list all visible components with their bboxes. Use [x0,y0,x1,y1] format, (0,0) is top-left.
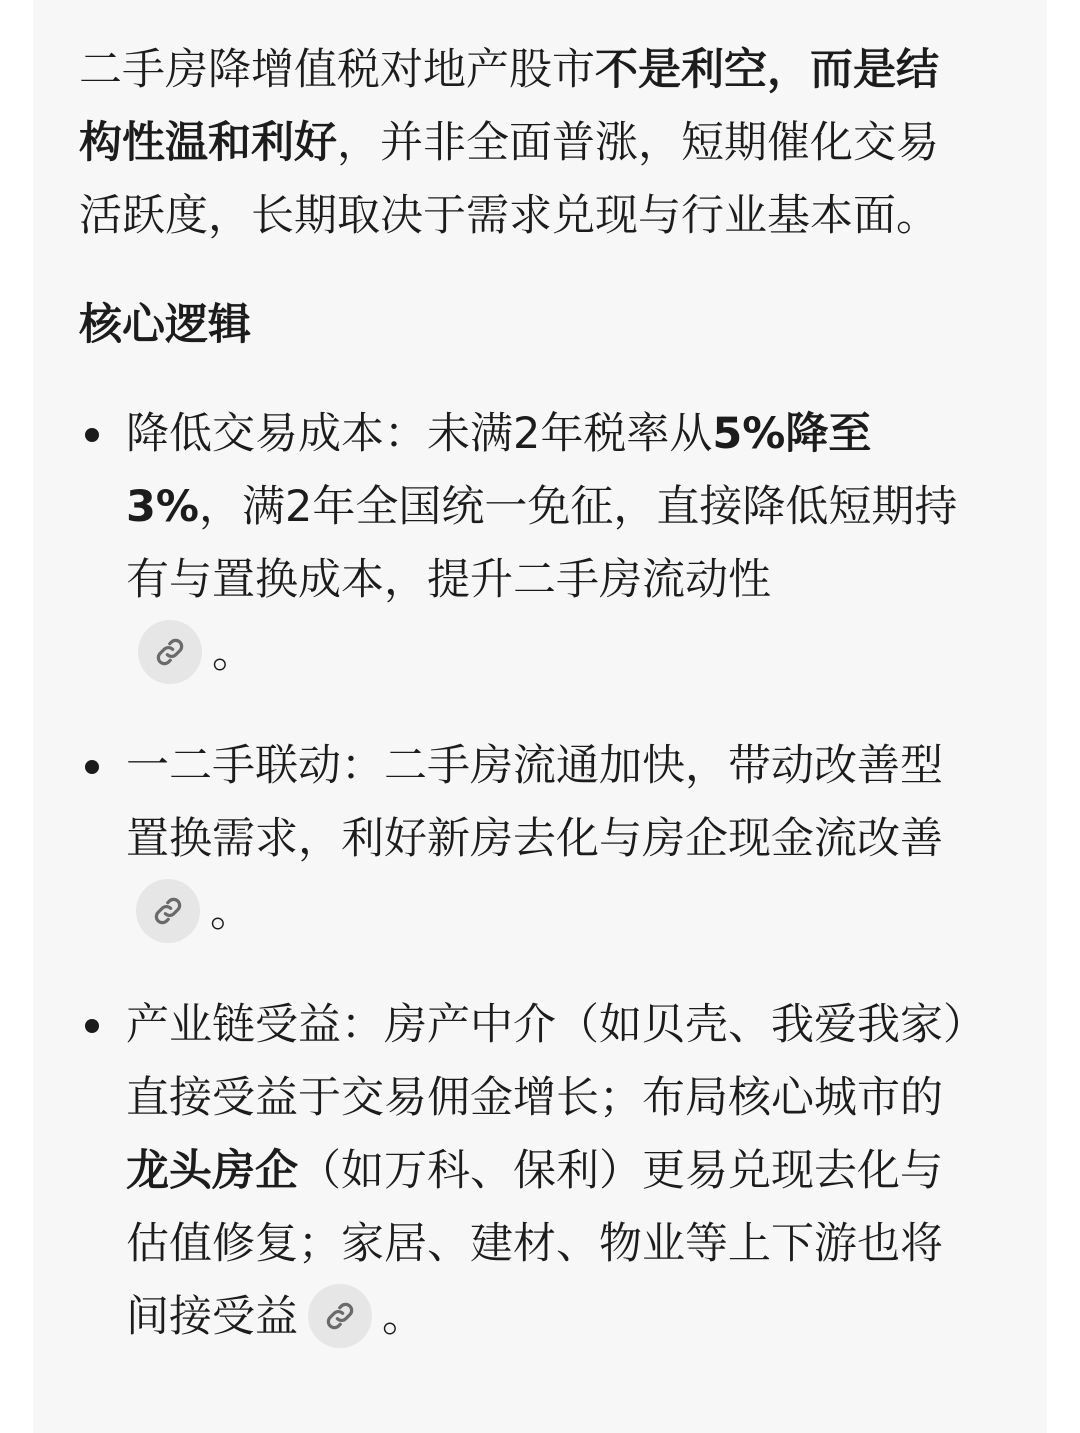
link-icon [324,1300,356,1332]
point-bold-text: 5%降至3% [126,409,872,532]
point-text-2: （如万科、保利）更易兑现去化与估值修复；家居、建材、物业等上下游也将间接受益 [126,1146,943,1342]
point-bold-text: 龙头房企 [126,1146,298,1196]
section-heading: 核心逻辑 [79,300,251,350]
source-link-button[interactable] [308,1284,372,1348]
list-item [79,398,979,690]
link-icon [152,895,184,927]
point-text: 降低交易成本：未满2年税率从 [126,409,713,459]
point-text-2: ，满2年全国统一免征，直接降低短期持有与置换成本，提升二手房流动性 [126,482,958,605]
list-item [79,989,979,1354]
point-end-punct: 。 [382,1292,425,1342]
source-link-button[interactable] [138,620,202,684]
answer-content [79,34,979,1394]
point-text: 一二手联动：二手房流通加快，带动改善型置换需求，利好新房去化与房企现金流改善 [126,741,943,864]
link-icon [154,636,186,668]
intro-bold-text: 不是利空，而是结构性温和利好 [79,45,939,168]
intro-paragraph [79,34,979,253]
bullet-dot [85,1019,99,1033]
answer-card [33,0,1047,1433]
bullet-dot [85,760,99,774]
point-end-punct: 。 [212,628,255,678]
list-item [79,730,979,949]
point-end-punct: 。 [210,887,253,937]
bullet-dot [85,428,99,442]
intro-text: 二手房降增值税对地产股市 [79,45,595,95]
points-list [79,398,979,1354]
point-text: 产业链受益：房产中介（如贝壳、我爱我家）直接受益于交易佣金增长；布局核心城市的 [126,1000,965,1123]
intro-text-2: ，并非全面普涨，短期催化交易活跃度，长期取决于需求兑现与行业基本面。 [79,118,939,241]
source-link-button[interactable] [136,879,200,943]
